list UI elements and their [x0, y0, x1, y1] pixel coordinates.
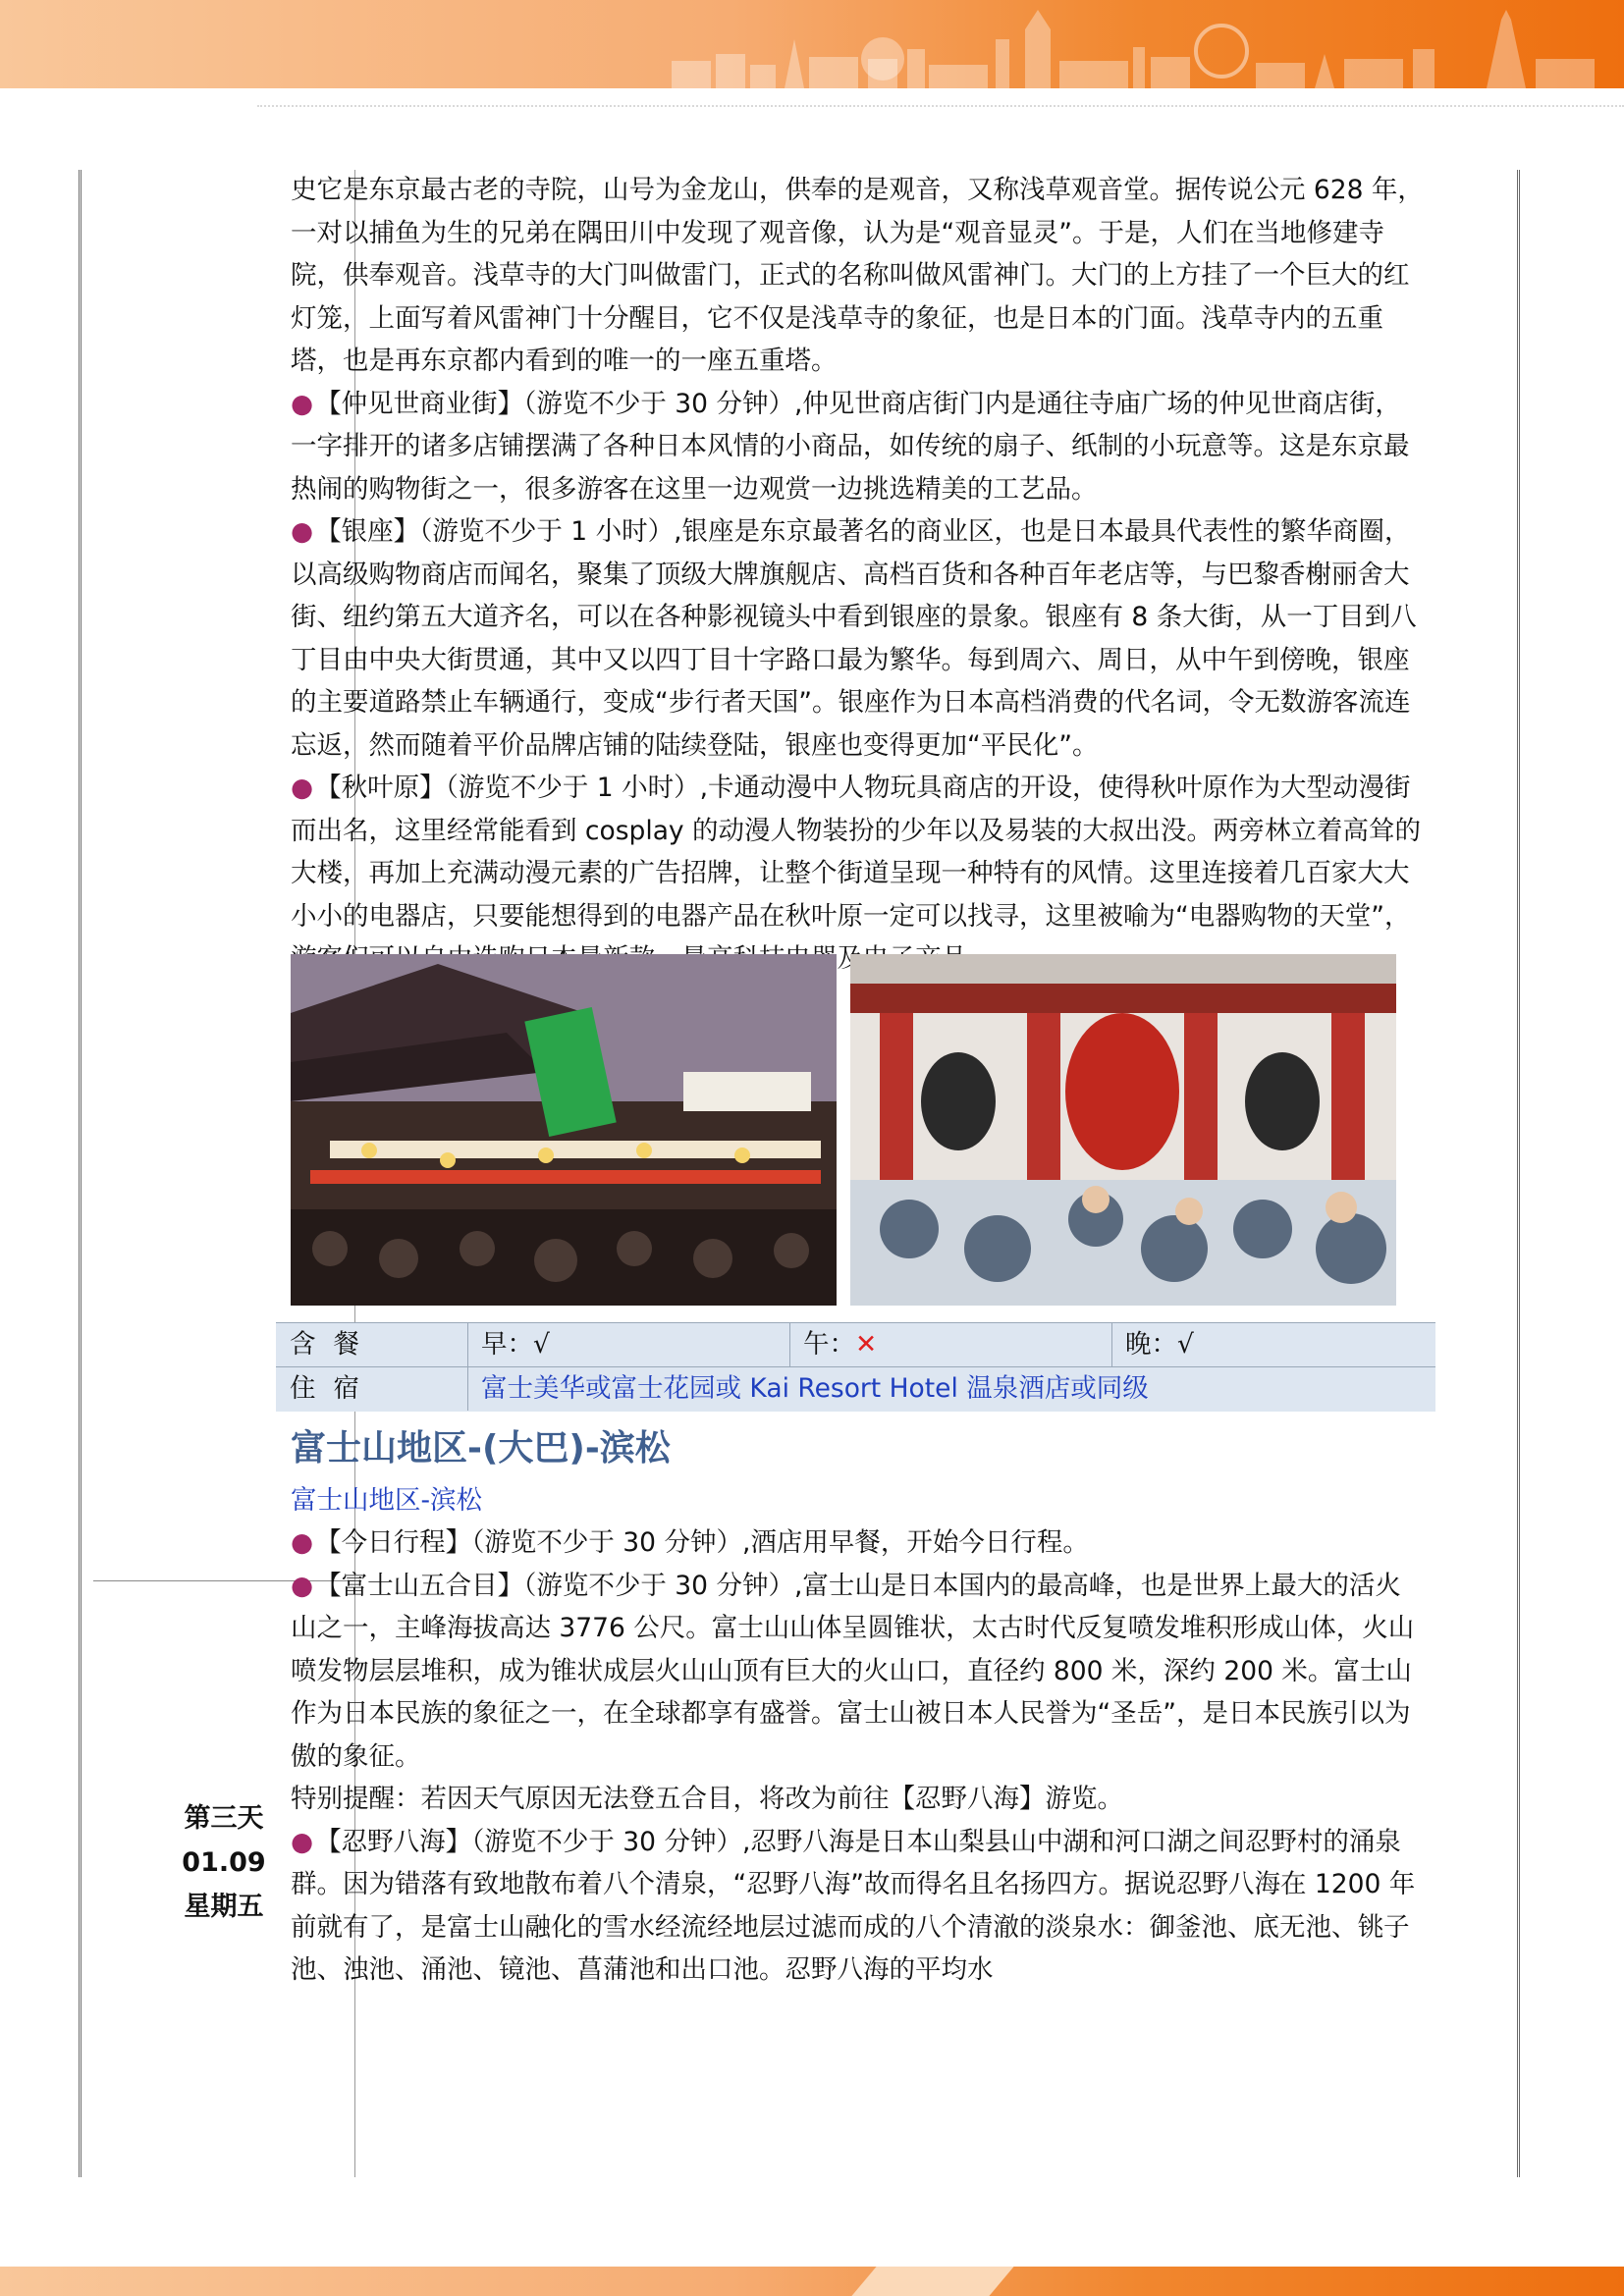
day3-weekday: 星期五 [184, 1892, 264, 1922]
header-band [0, 0, 1624, 88]
day3-date: 01.09 [182, 1847, 266, 1878]
hotel-name: 富士美华或富士花园或 Kai Resort Hotel 温泉酒店或同级 [481, 1373, 1149, 1404]
bullet-icon: ● [291, 1826, 314, 1857]
day3-title: 富士山地区-(大巴)-滨松 [291, 1428, 671, 1468]
header-divider [257, 105, 1624, 107]
meals-label: 含餐 [290, 1329, 377, 1360]
breakfast-label: 早： [481, 1329, 533, 1360]
meals-row [276, 1323, 1435, 1367]
day2-paragraph: ●【银座】（游览不少于 1 小时）,银座是东京最著名的商业区，也是日本最具代表性的繁华商圈，以高级购物商店而闻名，聚集了顶级大牌旗舰店、高档百货和各种百年老店等，与巴黎香榭丽舍大街、纽约第五大道齐名，可以在各种影视镜头中看到银座的景象。银座有 8 条大街，从一丁目到八丁目由中央大街贯通，其中又以四丁目十字路口最为繁华。每到周六、周日，从中午到傍晚，银座的主要道路禁止车辆通行，变成“步行者天国”。银座作为日本高档消费的代名词，令无数游客流连忘返，然而随着平价品牌店铺的陆续登陆，银座也变得更加“平民化”。 [291, 516, 1417, 761]
dinner-label: 晚： [1125, 1329, 1177, 1360]
day3-paragraph: ●【忍野八海】（游览不少于 30 分钟）,忍野八海是日本山梨县山中湖和河口湖之间忍野村的涌泉群。因为错落有致地散布着八个清泉，“忍野八海”故而得名且名扬四方。据说忍野八海在 1200 年前就有了，是富士山融化的雪水经流经地层过滤而成的八个清澈的淡泉水：御釜池、底无池、铫子池、浊池、涌池、镜池、菖蒲池和出口池。忍野八海的平均水 [291, 1826, 1416, 1985]
footer-band [0, 2267, 1624, 2296]
meals-stay-table [276, 1322, 1435, 1412]
kaminarimon-gate-photo [850, 954, 1396, 1306]
day3-paragraph: ●【富士山五合目】（游览不少于 30 分钟）,富士山是日本国内的最高峰，也是世界上最大的活火山之一，主峰海拔高达 3776 公尺。富士山山体呈圆锥状，太古时代反复喷发堆积形成山体，火山喷发物层层堆积，成为锥状成层火山山顶有巨大的火山口，直径约 800 米，深约 200 米。富士山作为日本民族的象征之一，在全球都享有盛誉。富士山被日本人民誉为“圣岳”，是日本民族引以为傲的象征。 [291, 1570, 1415, 1772]
check-icon: √ [1177, 1329, 1194, 1360]
bullet-icon: ● [291, 516, 314, 547]
dinner-cell [1111, 1323, 1435, 1366]
day2-paragraph: ●【仲见世商业街】（游览不少于 30 分钟）,仲见世商店街门内是通往寺庙广场的仲见世商店街，一字排开的诸多店铺摆满了各种日本风情的小商品，如传统的扇子、纸制的小玩意等。这是东京最热闹的购物街之一，很多游客在这里一边观赏一边挑选精美的工艺品。 [291, 388, 1410, 505]
day3-day-name: 第三天 [184, 1803, 264, 1834]
stay-label: 住宿 [290, 1373, 377, 1404]
footer-accent [851, 2267, 1013, 2296]
bullet-icon: ● [291, 1527, 314, 1558]
lunch-cell [789, 1323, 1111, 1366]
day2-description [291, 169, 1425, 1023]
photo-strip [291, 954, 1415, 1306]
bullet-icon: ● [291, 773, 314, 803]
check-icon: √ [533, 1329, 550, 1360]
cross-icon: ✕ [855, 1329, 878, 1360]
bullet-icon: ● [291, 388, 314, 419]
stay-row [276, 1367, 1435, 1411]
lunch-label: 午： [803, 1329, 855, 1360]
day3-paragraph: 特别提醒：若因天气原因无法登五合目，将改为前往【忍野八海】游览。 [291, 1784, 1123, 1814]
nakamise-street-photo [291, 954, 837, 1306]
day3-paragraph: ●【今日行程】（游览不少于 30 分钟）,酒店用早餐，开始今日行程。 [291, 1527, 1089, 1558]
day2-paragraph: 史它是东京最古老的寺院，山号为金龙山，供奉的是观音，又称浅草观音堂。据传说公元 628 年，一对以捕鱼为生的兄弟在隅田川中发现了观音像，认为是“观音显灵”。于是，人们在当地修建寺院，供奉观音。浅草寺的大门叫做雷门，正式的名称叫做风雷神门。大门的上方挂了一个巨大的红灯笼，上面写着风雷神门十分醒目，它不仅是浅草寺的象征，也是日本的门面。浅草寺内的五重塔，也是再东京都内看到的唯一的一座五重塔。 [291, 175, 1424, 376]
bullet-icon: ● [291, 1570, 314, 1601]
day3-route: 富士山地区-滨松 [291, 1485, 483, 1516]
city-skyline-icon [672, 0, 1604, 88]
day3-description [291, 1522, 1425, 1992]
day2-paragraph: ●【秋叶原】（游览不少于 1 小时）,卡通动漫中人物玩具商店的开设，使得秋叶原作为大型动漫街而出名，这里经常能看到 cosplay 的动漫人物装扮的少年以及易装的大叔出没。两旁林立着高耸的大楼，再加上充满动漫元素的广告招牌，让整个街道呈现一种特有的风情。这里连接着几百家大大小小的电器店，只要能想得到的电器产品在秋叶原一定可以找寻，这里被喻为“电器购物的天堂”， 器及 [291, 773, 1422, 974]
breakfast-cell [467, 1323, 789, 1366]
